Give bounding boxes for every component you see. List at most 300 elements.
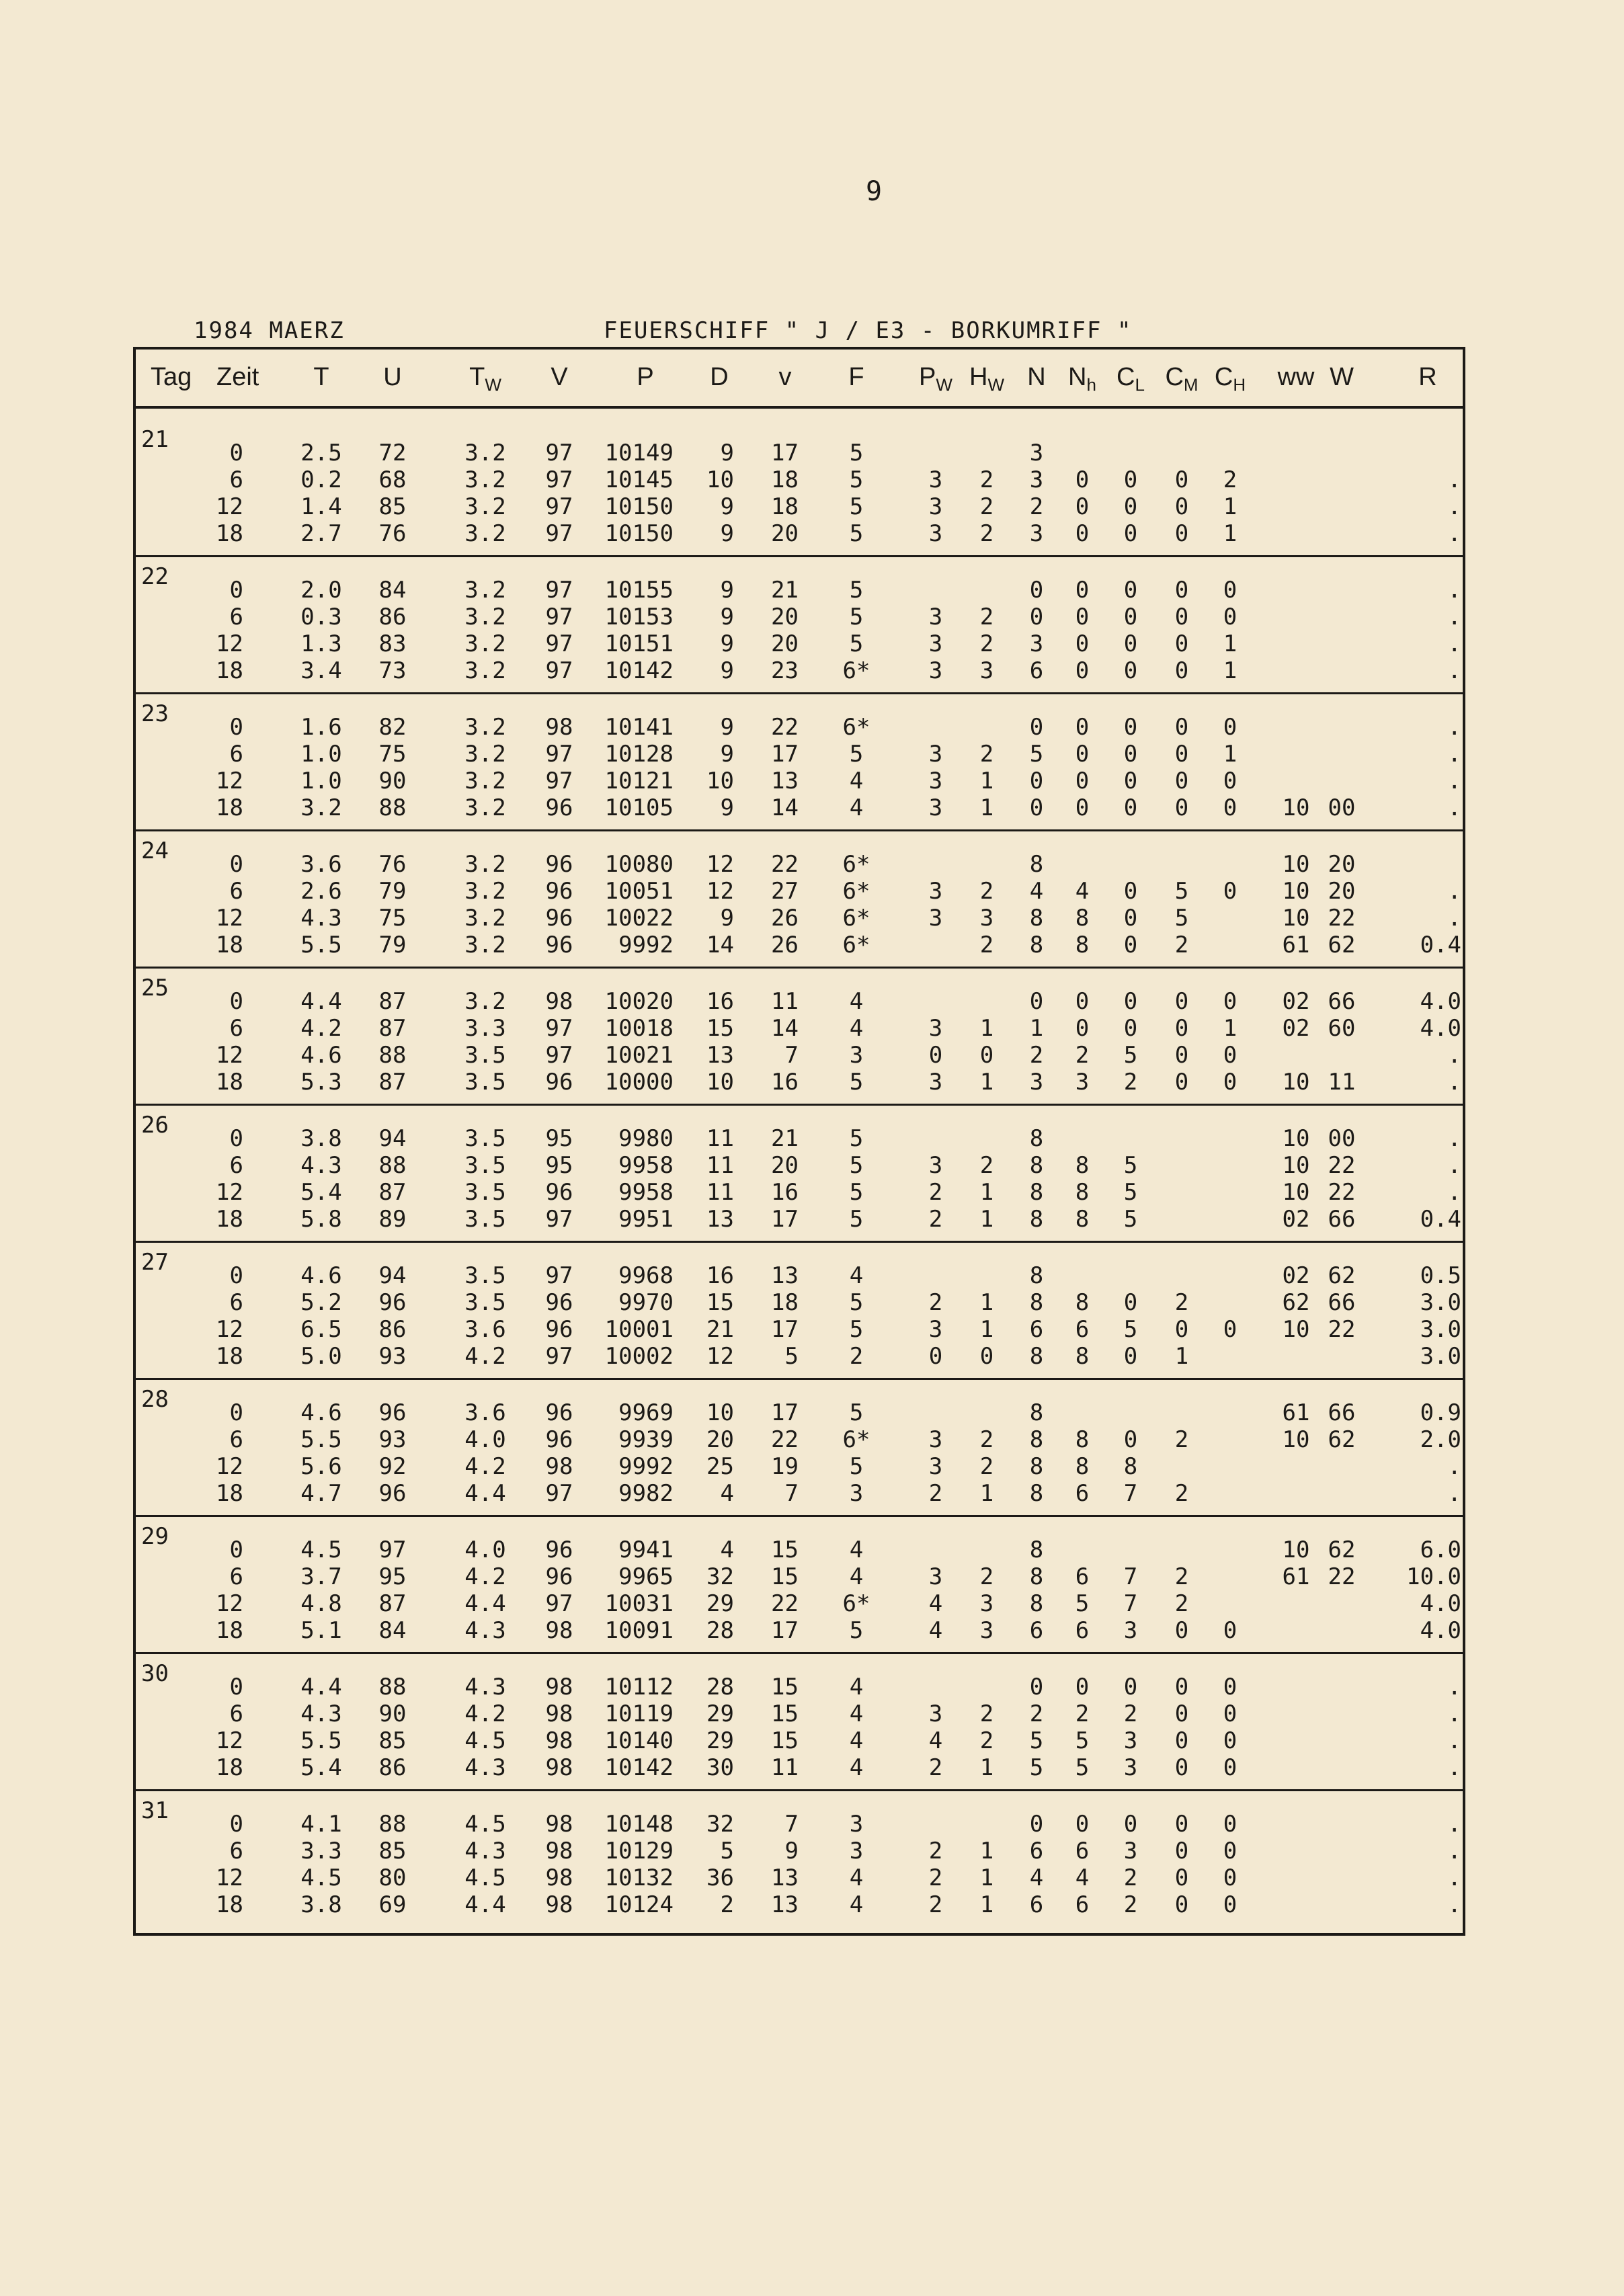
cell-v: 16 — [771, 1069, 799, 1096]
cell-v: 17 — [771, 1316, 799, 1343]
cell-hw: 3 — [979, 1617, 994, 1644]
cell-d: 25 — [706, 1453, 734, 1480]
cell-f: 4 — [849, 1864, 864, 1891]
cell-n: 0 — [1029, 768, 1044, 794]
cell-t: 1.6 — [300, 714, 342, 741]
cell-v: 96 — [545, 1179, 573, 1206]
cell-u: 93 — [378, 1426, 407, 1453]
cell-f: 5 — [849, 1617, 864, 1644]
cell-hw: 1 — [979, 1864, 994, 1891]
cell-nh: 0 — [1075, 466, 1090, 493]
cell-d: 28 — [706, 1617, 734, 1644]
cell-d: 11 — [706, 1179, 734, 1206]
cell-v: 97 — [545, 1480, 573, 1507]
cell-d: 29 — [706, 1727, 734, 1754]
cell-f: 5 — [849, 1399, 864, 1426]
cell-tw: 4.4 — [464, 1891, 506, 1918]
cell-r: . — [1447, 741, 1461, 768]
cell-tw: 3.2 — [464, 714, 506, 741]
cell-r: . — [1447, 604, 1461, 630]
cell-ww: 61 — [1282, 1399, 1310, 1426]
cell-hw: 2 — [979, 493, 994, 520]
cell-v: 9 — [784, 1838, 799, 1864]
cell-hw: 2 — [979, 932, 994, 958]
cell-f: 5 — [849, 604, 864, 630]
cell-v: 97 — [545, 630, 573, 657]
cell-cl: 0 — [1123, 1289, 1138, 1316]
cell-hw: 2 — [979, 1563, 994, 1590]
cell-tw: 3.5 — [464, 1289, 506, 1316]
cell-d: 10 — [706, 466, 734, 493]
cell-u: 80 — [378, 1864, 407, 1891]
cell-p: 10121 — [604, 768, 674, 794]
cell-cm: 0 — [1174, 1838, 1189, 1864]
cell-r: . — [1447, 577, 1461, 604]
cell-nh: 0 — [1075, 988, 1090, 1015]
cell-v: 16 — [771, 1179, 799, 1206]
cell-v: 14 — [771, 1015, 799, 1042]
cell-cl: 0 — [1123, 741, 1138, 768]
cell-tw: 3.5 — [464, 1125, 506, 1152]
cell-cm: 0 — [1174, 768, 1189, 794]
cell-v: 18 — [771, 1289, 799, 1316]
cell-r: 0.9 — [1420, 1399, 1461, 1426]
cell-zeit: 6 — [229, 741, 243, 768]
cell-zeit: 12 — [216, 1042, 243, 1069]
cell-f: 6* — [842, 657, 870, 684]
cell-v: 17 — [771, 1617, 799, 1644]
cell-ww: 10 — [1282, 878, 1310, 905]
cell-pw: 4 — [928, 1617, 943, 1644]
cell-f: 4 — [849, 988, 864, 1015]
cell-v: 98 — [545, 1453, 573, 1480]
cell-cm: 2 — [1174, 1590, 1189, 1617]
cell-zeit: 12 — [216, 493, 243, 520]
cell-ww: 10 — [1282, 1426, 1310, 1453]
cell-p: 10021 — [604, 1042, 674, 1069]
cell-pw: 3 — [928, 1069, 943, 1096]
cell-nh: 6 — [1075, 1316, 1090, 1343]
cell-f: 4 — [849, 1727, 864, 1754]
cell-v: 98 — [545, 1811, 573, 1838]
cell-p: 9951 — [618, 1206, 674, 1233]
cell-v: 15 — [771, 1700, 799, 1727]
col-p: P — [637, 363, 654, 391]
cell-n: 0 — [1029, 604, 1044, 630]
cell-p: 10142 — [604, 1754, 674, 1781]
cell-ch: 0 — [1223, 1069, 1237, 1096]
cell-hw: 3 — [979, 1590, 994, 1617]
cell-v: 17 — [771, 1399, 799, 1426]
cell-zeit: 12 — [216, 1590, 243, 1617]
cell-tw: 3.6 — [464, 1316, 506, 1343]
cell-zeit: 18 — [216, 1069, 243, 1096]
cell-nh: 0 — [1075, 1674, 1090, 1700]
cell-r: . — [1447, 1700, 1461, 1727]
cell-p: 10148 — [604, 1811, 674, 1838]
cell-cl: 0 — [1123, 1811, 1138, 1838]
cell-d: 29 — [706, 1590, 734, 1617]
cell-u: 89 — [378, 1206, 407, 1233]
cell-t: 5.4 — [300, 1754, 342, 1781]
cell-d: 10 — [706, 1399, 734, 1426]
cell-cl: 0 — [1123, 1426, 1138, 1453]
col-pw: $P_W$ — [919, 363, 952, 395]
cell-tw: 4.2 — [464, 1700, 506, 1727]
cell-p: 10150 — [604, 493, 674, 520]
cell-v: 96 — [545, 1289, 573, 1316]
cell-ch: 0 — [1223, 1864, 1237, 1891]
cell-u: 75 — [378, 905, 407, 932]
cell-v: 23 — [771, 657, 799, 684]
cell-p: 10002 — [604, 1343, 674, 1370]
cell-nh: 0 — [1075, 604, 1090, 630]
cell-r: 4.0 — [1420, 1590, 1461, 1617]
cell-f: 6* — [842, 878, 870, 905]
cell-t: 1.3 — [300, 630, 342, 657]
cell-cl: 0 — [1123, 630, 1138, 657]
cell-u: 88 — [378, 1152, 407, 1179]
cell-tw: 3.2 — [464, 878, 506, 905]
day-label: 23 — [141, 700, 169, 727]
cell-cm: 2 — [1174, 1480, 1189, 1507]
cell-zeit: 0 — [229, 851, 243, 878]
cell-n: 8 — [1029, 1590, 1044, 1617]
cell-p: 10142 — [604, 657, 674, 684]
cell-d: 29 — [706, 1700, 734, 1727]
cell-n: 3 — [1029, 630, 1044, 657]
cell-pw: 2 — [928, 1289, 943, 1316]
cell-r: . — [1447, 1069, 1461, 1096]
cell-t: 4.6 — [300, 1399, 342, 1426]
cell-f: 4 — [849, 1700, 864, 1727]
cell-r: 4.0 — [1420, 1015, 1461, 1042]
cell-cl: 8 — [1123, 1453, 1138, 1480]
cell-d: 13 — [706, 1042, 734, 1069]
cell-d: 32 — [706, 1563, 734, 1590]
cell-p: 9970 — [618, 1289, 674, 1316]
cell-nh: 0 — [1075, 1015, 1090, 1042]
cell-n: 2 — [1029, 493, 1044, 520]
day-separator — [136, 692, 1463, 694]
cell-v: 7 — [784, 1042, 799, 1069]
cell-v: 22 — [771, 1426, 799, 1453]
cell-f: 5 — [849, 1206, 864, 1233]
cell-pw: 2 — [928, 1838, 943, 1864]
cell-d: 5 — [720, 1838, 734, 1864]
cell-ch: 0 — [1223, 1700, 1237, 1727]
cell-t: 4.5 — [300, 1536, 342, 1563]
cell-ch: 0 — [1223, 1316, 1237, 1343]
day-label: 21 — [141, 426, 169, 453]
cell-cm: 0 — [1174, 1811, 1189, 1838]
cell-u: 96 — [378, 1289, 407, 1316]
cell-t: 4.4 — [300, 988, 342, 1015]
cell-n: 8 — [1029, 905, 1044, 932]
cell-ch: 0 — [1223, 1754, 1237, 1781]
cell-tw: 4.4 — [464, 1590, 506, 1617]
cell-u: 96 — [378, 1480, 407, 1507]
cell-t: 0.3 — [300, 604, 342, 630]
cell-t: 5.5 — [300, 932, 342, 958]
cell-v: 98 — [545, 1674, 573, 1700]
cell-v: 15 — [771, 1674, 799, 1700]
cell-f: 2 — [849, 1343, 864, 1370]
cell-v: 13 — [771, 1891, 799, 1918]
cell-tw: 3.2 — [464, 630, 506, 657]
col-cl: $C_L$ — [1116, 363, 1145, 395]
cell-p: 10051 — [604, 878, 674, 905]
cell-v: 98 — [545, 1754, 573, 1781]
cell-v: 97 — [545, 466, 573, 493]
cell-f: 5 — [849, 630, 864, 657]
cell-tw: 3.5 — [464, 1152, 506, 1179]
cell-p: 9958 — [618, 1152, 674, 1179]
cell-t: 5.2 — [300, 1289, 342, 1316]
cell-nh: 4 — [1075, 878, 1090, 905]
cell-cl: 5 — [1123, 1042, 1138, 1069]
cell-u: 87 — [378, 988, 407, 1015]
cell-w: 20 — [1328, 878, 1356, 905]
cell-tw: 3.2 — [464, 851, 506, 878]
cell-zeit: 12 — [216, 630, 243, 657]
cell-ch: 1 — [1223, 520, 1237, 547]
cell-p: 10112 — [604, 1674, 674, 1700]
cell-u: 87 — [378, 1179, 407, 1206]
cell-zeit: 12 — [216, 768, 243, 794]
cell-hw: 1 — [979, 1069, 994, 1096]
cell-p: 10001 — [604, 1316, 674, 1343]
cell-n: 8 — [1029, 1426, 1044, 1453]
page-number: 9 — [865, 176, 883, 207]
cell-v: 96 — [545, 905, 573, 932]
cell-ch: 0 — [1223, 1891, 1237, 1918]
day-label: 24 — [141, 837, 169, 864]
cell-d: 9 — [720, 493, 734, 520]
cell-cl: 3 — [1123, 1727, 1138, 1754]
cell-tw: 3.5 — [464, 1179, 506, 1206]
cell-zeit: 0 — [229, 1674, 243, 1700]
cell-v: 20 — [771, 520, 799, 547]
cell-v: 15 — [771, 1536, 799, 1563]
day-separator — [136, 1241, 1463, 1243]
cell-zeit: 0 — [229, 1262, 243, 1289]
cell-hw: 1 — [979, 1179, 994, 1206]
cell-v: 21 — [771, 1125, 799, 1152]
cell-pw: 3 — [928, 1426, 943, 1453]
cell-v: 13 — [771, 768, 799, 794]
cell-pw: 2 — [928, 1179, 943, 1206]
cell-u: 85 — [378, 493, 407, 520]
cell-cl: 7 — [1123, 1590, 1138, 1617]
cell-t: 2.0 — [300, 577, 342, 604]
cell-n: 4 — [1029, 1864, 1044, 1891]
cell-v: 96 — [545, 1536, 573, 1563]
cell-ww: 10 — [1282, 851, 1310, 878]
cell-f: 4 — [849, 1262, 864, 1289]
cell-nh: 5 — [1075, 1754, 1090, 1781]
cell-v: 27 — [771, 878, 799, 905]
cell-tw: 4.2 — [464, 1343, 506, 1370]
col-w: W — [1330, 363, 1354, 391]
col-zeit: Zeit — [216, 363, 259, 391]
cell-tw: 4.5 — [464, 1864, 506, 1891]
day-label: 31 — [141, 1797, 169, 1824]
cell-pw: 3 — [928, 1700, 943, 1727]
cell-tw: 3.2 — [464, 577, 506, 604]
cell-f: 5 — [849, 577, 864, 604]
cell-hw: 0 — [979, 1042, 994, 1069]
cell-v: 7 — [784, 1811, 799, 1838]
cell-f: 5 — [849, 1316, 864, 1343]
cell-t: 4.7 — [300, 1480, 342, 1507]
cell-d: 16 — [706, 1262, 734, 1289]
cell-ww: 10 — [1282, 1152, 1310, 1179]
cell-p: 9939 — [618, 1426, 674, 1453]
cell-hw: 2 — [979, 741, 994, 768]
cell-tw: 3.2 — [464, 493, 506, 520]
cell-r: . — [1447, 1042, 1461, 1069]
cell-n: 8 — [1029, 1289, 1044, 1316]
cell-tw: 4.3 — [464, 1674, 506, 1700]
cell-tw: 3.2 — [464, 440, 506, 466]
cell-cm: 0 — [1174, 493, 1189, 520]
cell-d: 14 — [706, 932, 734, 958]
cell-v: 97 — [545, 741, 573, 768]
cell-cm: 0 — [1174, 1891, 1189, 1918]
cell-cm: 2 — [1174, 1426, 1189, 1453]
cell-cm: 2 — [1174, 1563, 1189, 1590]
cell-pw: 3 — [928, 520, 943, 547]
cell-zeit: 0 — [229, 1399, 243, 1426]
cell-d: 15 — [706, 1289, 734, 1316]
cell-v: 97 — [545, 1042, 573, 1069]
cell-nh: 8 — [1075, 932, 1090, 958]
col-f: F — [848, 363, 864, 391]
cell-p: 10124 — [604, 1891, 674, 1918]
cell-v: 97 — [545, 1262, 573, 1289]
cell-cl: 0 — [1123, 1343, 1138, 1370]
cell-r: 0.5 — [1420, 1262, 1461, 1289]
cell-w: 00 — [1328, 794, 1356, 821]
cell-v: 7 — [784, 1480, 799, 1507]
cell-ww: 62 — [1282, 1289, 1310, 1316]
cell-f: 4 — [849, 1891, 864, 1918]
cell-v: 97 — [545, 1590, 573, 1617]
cell-v: 97 — [545, 1206, 573, 1233]
cell-cm: 0 — [1174, 466, 1189, 493]
day-separator — [136, 1104, 1463, 1106]
cell-t: 3.2 — [300, 794, 342, 821]
cell-zeit: 0 — [229, 1536, 243, 1563]
cell-r: 0.4 — [1420, 932, 1461, 958]
cell-tw: 3.5 — [464, 1042, 506, 1069]
cell-v: 98 — [545, 988, 573, 1015]
cell-t: 4.3 — [300, 1152, 342, 1179]
cell-cl: 5 — [1123, 1206, 1138, 1233]
cell-d: 13 — [706, 1206, 734, 1233]
cell-tw: 3.5 — [464, 1206, 506, 1233]
cell-nh: 6 — [1075, 1563, 1090, 1590]
col-ww: ww — [1277, 363, 1315, 391]
cell-pw: 3 — [928, 794, 943, 821]
cell-u: 87 — [378, 1015, 407, 1042]
cell-pw: 0 — [928, 1343, 943, 1370]
cell-n: 2 — [1029, 1700, 1044, 1727]
cell-nh: 0 — [1075, 741, 1090, 768]
cell-p: 10151 — [604, 630, 674, 657]
cell-cm: 0 — [1174, 741, 1189, 768]
cell-v: 95 — [545, 1125, 573, 1152]
cell-hw: 1 — [979, 1015, 994, 1042]
cell-w: 62 — [1328, 932, 1356, 958]
cell-ch: 0 — [1223, 768, 1237, 794]
cell-pw: 3 — [928, 604, 943, 630]
cell-p: 10140 — [604, 1727, 674, 1754]
cell-tw: 3.2 — [464, 520, 506, 547]
cell-cl: 0 — [1123, 466, 1138, 493]
cell-pw: 3 — [928, 657, 943, 684]
cell-zeit: 12 — [216, 1453, 243, 1480]
cell-v: 17 — [771, 741, 799, 768]
cell-f: 3 — [849, 1838, 864, 1864]
cell-v: 22 — [771, 851, 799, 878]
cell-n: 8 — [1029, 1152, 1044, 1179]
col-t: T — [313, 363, 329, 391]
cell-n: 1 — [1029, 1015, 1044, 1042]
cell-v: 97 — [545, 520, 573, 547]
cell-v: 97 — [545, 604, 573, 630]
cell-v: 18 — [771, 466, 799, 493]
cell-d: 16 — [706, 988, 734, 1015]
cell-nh: 0 — [1075, 657, 1090, 684]
cell-cl: 0 — [1123, 714, 1138, 741]
col-u: U — [383, 363, 402, 391]
cell-cl: 2 — [1123, 1700, 1138, 1727]
cell-hw: 1 — [979, 1891, 994, 1918]
cell-tw: 4.2 — [464, 1563, 506, 1590]
cell-r: . — [1447, 630, 1461, 657]
cell-t: 3.4 — [300, 657, 342, 684]
cell-cm: 0 — [1174, 794, 1189, 821]
cell-hw: 2 — [979, 1727, 994, 1754]
cell-u: 86 — [378, 1754, 407, 1781]
cell-p: 10129 — [604, 1838, 674, 1864]
cell-cl: 5 — [1123, 1316, 1138, 1343]
cell-v: 98 — [545, 1838, 573, 1864]
cell-ww: 02 — [1282, 988, 1310, 1015]
cell-r: . — [1447, 905, 1461, 932]
cell-r: 0.4 — [1420, 1206, 1461, 1233]
cell-tw: 4.2 — [464, 1453, 506, 1480]
cell-f: 3 — [849, 1042, 864, 1069]
cell-hw: 1 — [979, 1316, 994, 1343]
cell-t: 5.6 — [300, 1453, 342, 1480]
cell-n: 4 — [1029, 878, 1044, 905]
cell-hw: 1 — [979, 794, 994, 821]
cell-hw: 3 — [979, 905, 994, 932]
cell-hw: 1 — [979, 1480, 994, 1507]
cell-nh: 0 — [1075, 1811, 1090, 1838]
cell-cl: 0 — [1123, 1015, 1138, 1042]
cell-n: 8 — [1029, 1480, 1044, 1507]
cell-n: 2 — [1029, 1042, 1044, 1069]
cell-v: 97 — [545, 1343, 573, 1370]
cell-u: 82 — [378, 714, 407, 741]
cell-w: 66 — [1328, 1399, 1356, 1426]
cell-pw: 2 — [928, 1206, 943, 1233]
cell-d: 28 — [706, 1674, 734, 1700]
